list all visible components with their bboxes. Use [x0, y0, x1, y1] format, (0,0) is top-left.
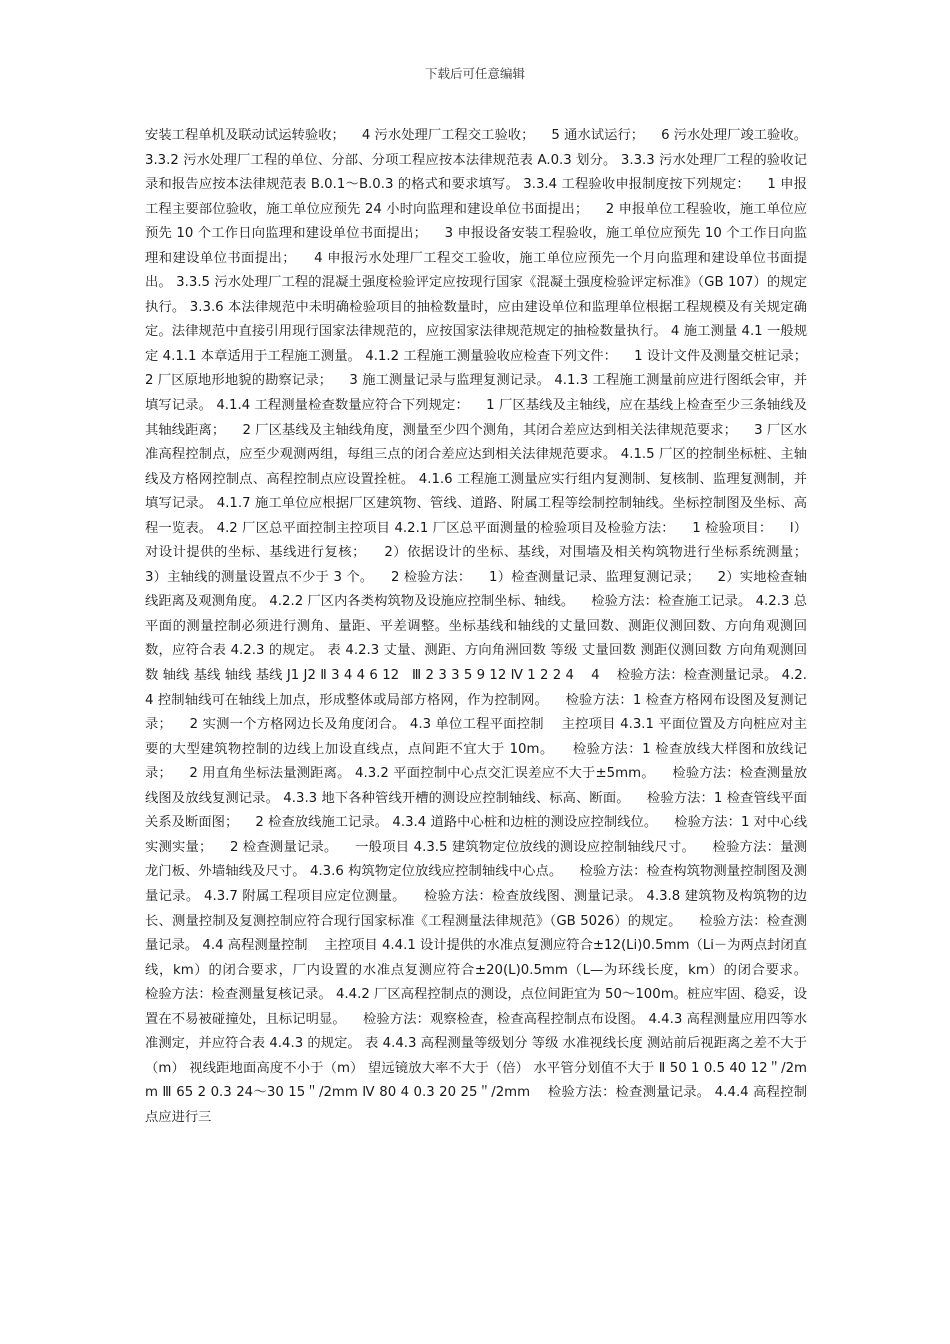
document-body [145, 124, 824, 1130]
page-header: 下载后可任意编辑 [424, 66, 525, 81]
body-paragraph: 安装工程单机及联动试运转验收； 4 污水处理厂工程交工验收； 5 通水试运行； 6 污水处理厂竣工验收。 3.3.2 污水处理厂工程的单位、分部、分项工程应按本法律规范表 A.0.3 划分。 3.3.3 污水处理厂工程的验收记录和报告应按本法律规范表 B.0.1～B.0.3 的格式和要求填写。 3.3.4 工程验收申报制度按下列规定： 1 申报工程主要部位验收，施工单位应预先 24 小时向监理和建设单位书面提出； 2 申报单位工程验收，施工单位应预先 10 个工作日向监理和建设单位书面提出； 3 申报设备安装工程验收，施工单位应预先 10 个工作日向监理和建设单位书面提出； 4 申报污水处理厂工程交工验收，施工单位应预先一个月向监理和建设单位书面提出。 3.3.5 污水处理厂工程的混凝土强度检验评定应按现行国家《混凝土强度检验评定标准》（GB 107）的规定执行。 3.3.6 本法律规范中未明确检验项目的抽检数量时，应由建设单位和监理单位根据工程规模及有关规定确定。法律规范中直接引用现行国家法律规范的，应按国家法律规范规定的抽检数量执行。 4 施工测量 4.1 一般规定 4.1.1 本章适用于工程施工测量。 4.1.2 工程施工测量验收应检查下列文件： 1 设计文件及测量交桩记录； 2 厂区原地形地貌的勘察记录； 3 施工测量记录与监理复测记录。 4.1.3 工程施工测量前应进行图纸会审，并填写记录。 4.1.4 工程测量检查数量应符合下列规定： 1 厂区基线及主轴线，应在基线上检查至少三条轴线及其轴线距离； 2 厂区基线及主轴线角度，测量至少四个测角，其闭合差应达到相关法律规范要求； 3 厂区水准高程控制点，应至少观测两组，每组三点的闭合差应达到相关法律规范要求。 4.1.5 厂区的控制坐标桩、主轴线及方格网控制点、高程控制点应设置拴桩。 4.1.6 工程施工测量应实行组内复测制、复核制、监理复测制，并填写记录。 4.1.7 施工单位应根据厂区建筑物、管线、道路、附属工程等绘制控制轴线。坐标控制图及坐标、高程一览表。 4.2 厂区总平面控制主控项目 4.2.1 厂区总平面测量的检验项目及检验方法： 1 检验项目： l）对设计提供的坐标、基线进行复核； 2）依据设计的坐标、基线，对围墙及相关构筑物进行坐标系统测量； 3）主轴线的测量设置点不少于 3 个。 2 检验方法： 1）检查测量记录、监理复测记录； 2）实地检查轴线距离及观测角度。 4.2.2 厂区内各类构筑物及设施应控制坐标、轴线。 检验方法：检查施工记录。 4.2.3 总平面的测量控制必须进行测角、量距、平差调整。坐标基线和轴线的丈量回数、测距仪测回数、方向角观测回数，应符合表 4.2.3 的规定。 表 4.2.3 丈量、测距、方向角洲回数 等级 丈量回数 测距仪测回数 方向角观测回数 轴线 基线 轴线 基线 J1 J2 Ⅱ 3 4 4 6 12 Ⅲ 2 3 3 5 9 12 Ⅳ 1 2 2 4 4 检验方法：检查测量记录。 4.2.4 控制轴线可在轴线上加点，形成整体或局部方格网，作为控制网。 检验方法：1 检查方格网布设图及复测记录； 2 实测一个方格网边长及角度闭合。 4.3 单位工程平面控制 主控项目 4.3.1 平面位置及方向桩应对主要的大型建筑物控制的边线上加设直线点，点间距不宜大于 10m。 检验方法：1 检查放线大样图和放线记录； 2 用直角坐标法量测距离。 4.3.2 平面控制中心点交汇误差应不大于±5mm。 检验方法：检查测量放线图及放线复测记录。 4.3.3 地下各种管线开槽的测设应控制轴线、标高、断面。 检验方法：1 检查管线平面关系及断面图； 2 检查放线施工记录。 4.3.4 道路中心桩和边桩的测设应控制线位。 检验方法：1 对中心线实测实量； 2 检查测量记录。 一般项目 4.3.5 建筑物定位放线的测设应控制轴线尺寸。 检验方法：量测龙门板、外墙轴线及尺寸。 4.3.6 构筑物定位放线应控制轴线中心点。 检验方法：检查构筑物测量控制图及测量记录。 4.3.7 附属工程项目应定位测量。 检验方法：检查放线图、测量记录。 4.3.8 建筑物及构筑物的边长、测量控制及复测控制应符合现行国家标准《工程测量法律规范》（GB 5026）的规定。 检验方法：检查测量记录。 4.4 高程测量控制 主控项目 4.4.1 设计提供的水准点复测应符合±12(Li)0.5mm（Li－为两点封闭直线，km）的闭合要求，厂内设置的水准点复测应符合±20(L)0.5mm（L—为环线长度，km）的闭合要求。 检验方法：检查测量复核记录。 4.4.2 厂区高程控制点的测设，点位间距宜为 50～100m。桩应牢固、稳妥，设置在不易被碰撞处，且标记明显。 检验方法：观察检查，检查高程控制点布设图。 4.4.3 高程测量应用四等水准测定，并应符合表 4.4.3 的规定。 表 4.4.3 高程测量等级划分 等级 水准视线长度 测站前后视距离之差不大于（m） 视线距地面高度不小于（m） 望远镜放大率不大于（倍） 水平管分划值不大于 Ⅱ 50 1 0.5 40 12＂/2mm Ⅲ 65 2 0.3 24～30 15＂/2mm Ⅳ 80 4 0.3 20 25＂/2mm 检验方法：检查测量记录。 4.4.4 高程控制点应进行三 [145, 128, 824, 1125]
